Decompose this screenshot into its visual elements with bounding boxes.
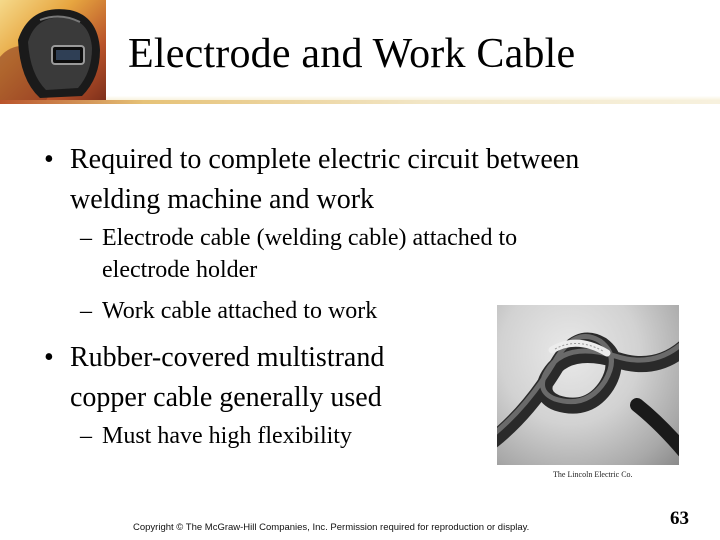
bullet-item: [44, 140, 664, 220]
bullet-text: Required to complete electric circuit between welding machine and work: [70, 144, 580, 215]
sub-bullet-marker: –: [80, 423, 92, 449]
photo-credit: The Lincoln Electric Co.: [553, 470, 633, 479]
sub-bullet-item: [80, 222, 610, 286]
bullet-text: Rubber-covered multistrand copper cable generally used: [70, 342, 385, 413]
sub-bullet-text: Work cable attached to work: [102, 298, 378, 324]
sub-bullet-text: Electrode cable (welding cable) attached to electrode holder: [102, 225, 518, 283]
sub-bullet-text: Must have high flexibility: [102, 423, 352, 449]
page-number: 63: [670, 508, 689, 529]
bullet-item: [44, 338, 464, 418]
welding-helmet-icon: [0, 0, 106, 104]
title-divider: [0, 100, 720, 104]
sub-bullet-marker: –: [80, 225, 92, 251]
bullet-marker: •: [44, 144, 54, 175]
slide-title: Electrode and Work Cable: [128, 31, 576, 77]
copyright-notice: Copyright © The McGraw-Hill Companies, Inc. Permission required for reproduction or display.: [133, 522, 530, 533]
cable-knot-photo: [497, 305, 679, 465]
sub-bullet-marker: –: [80, 298, 92, 324]
bullet-marker: •: [44, 342, 54, 373]
